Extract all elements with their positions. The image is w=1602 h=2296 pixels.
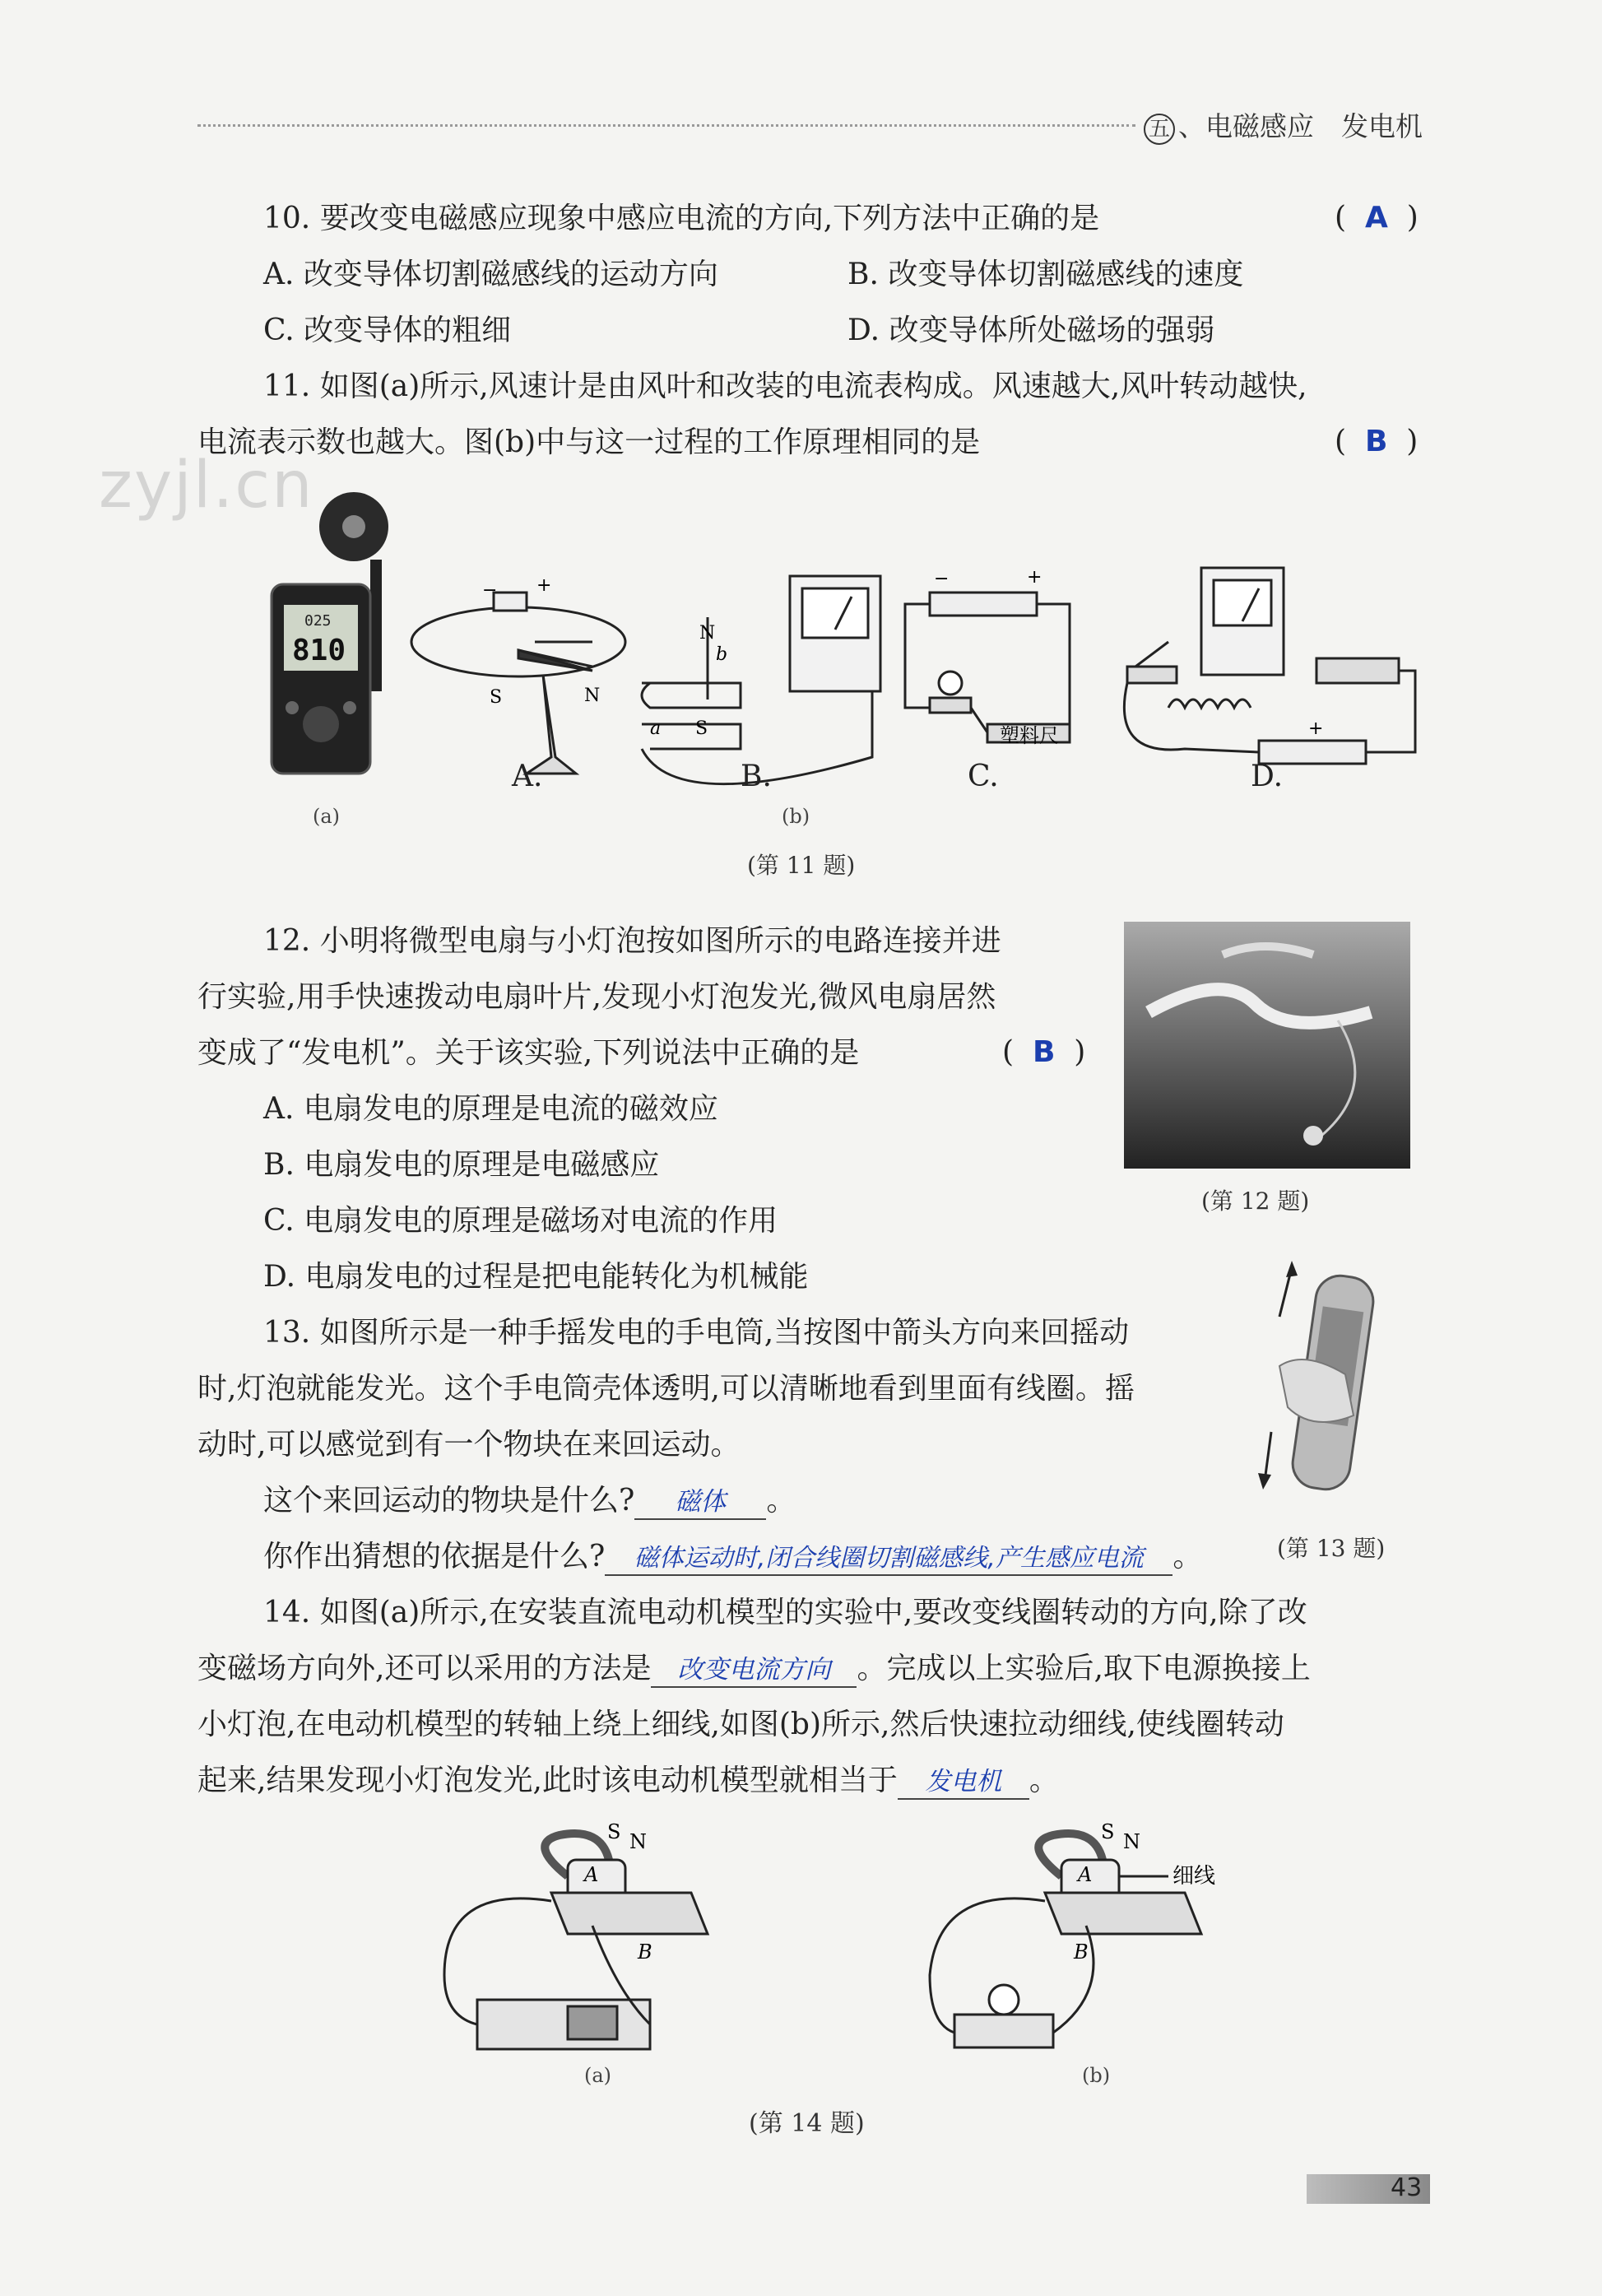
q13-line2: 时,灯泡就能发光。这个手电筒壳体透明,可以清晰地看到里面有线圈。摇 bbox=[197, 1372, 1135, 1406]
q11-a-minus: − bbox=[482, 580, 498, 601]
q12-answer: B bbox=[1032, 1035, 1056, 1069]
q12-option-c: C. 电扇发电的原理是磁场对电流的作用 bbox=[263, 1204, 778, 1238]
q13-q1-blank bbox=[634, 1483, 766, 1520]
q11-answer: B bbox=[1364, 425, 1388, 458]
q14-a-s: S bbox=[607, 1820, 621, 1843]
q12-line1: 12. 小明将微型电扇与小灯泡按如图所示的电路连接并进 bbox=[263, 924, 1001, 958]
q11-b-n: N bbox=[699, 623, 716, 644]
q14-blank1-answer: 改变电流方向 bbox=[677, 1655, 831, 1685]
q10-option-a: A. 改变导体切割磁感线的运动方向 bbox=[263, 258, 718, 291]
q14-line2-suffix: 。完成以上实验后,取下电源换接上 bbox=[857, 1652, 1311, 1685]
q13-q2-end: 。 bbox=[1172, 1540, 1203, 1573]
q10-option-d: D. 改变导体所处磁场的强弱 bbox=[847, 314, 1215, 347]
q14-figure bbox=[428, 1810, 1251, 2090]
wind-meter-image bbox=[272, 492, 388, 774]
q10-answer: A bbox=[1364, 201, 1388, 235]
q14-blank2 bbox=[898, 1763, 1029, 1800]
q12-option-a: A. 电扇发电的原理是电流的磁效应 bbox=[263, 1092, 718, 1126]
q13-q2-answer: 磁体运动时,闭合线圈切割磁感线,产生感应电流 bbox=[634, 1544, 1144, 1573]
q10-answer-paren: ( A ) bbox=[1335, 201, 1419, 235]
q12-caption: (第 12 题) bbox=[1201, 1188, 1310, 1215]
q11-b-conductor-a: a bbox=[650, 718, 662, 739]
q13-question2 bbox=[263, 1539, 1202, 1576]
q14-diagram-b bbox=[930, 1834, 1201, 2047]
q12-option-d: D. 电扇发电的过程是把电能转化为机械能 bbox=[263, 1260, 809, 1294]
q11-answer-paren: ( B ) bbox=[1335, 425, 1419, 458]
q12-line3: 变成了“发电机”。关于该实验,下列说法中正确的是 bbox=[197, 1036, 860, 1070]
q14-a-point-b: B bbox=[638, 1940, 652, 1964]
q14-line2-prefix: 变磁场方向外,还可以采用的方法是 bbox=[197, 1652, 652, 1685]
q14-line2 bbox=[197, 1651, 1311, 1688]
q11-diagram-b bbox=[642, 576, 880, 784]
q14-b-s: S bbox=[1101, 1820, 1115, 1843]
q13-photo bbox=[1255, 1259, 1403, 1506]
q14-label-a: (a) bbox=[584, 2064, 612, 2087]
q14-line4 bbox=[197, 1763, 1059, 1800]
q12-photo bbox=[1124, 922, 1410, 1169]
q14-blank2-answer: 发电机 bbox=[925, 1767, 1002, 1796]
q11-label-b: (b) bbox=[782, 805, 810, 828]
q13-q1-end: 。 bbox=[766, 1484, 796, 1517]
q11-a-s: S bbox=[490, 687, 503, 708]
q11-b-s: S bbox=[695, 718, 708, 739]
q11-c-plus: + bbox=[1027, 567, 1042, 588]
chapter-number-circle: 五 bbox=[1144, 114, 1175, 145]
q12-option-b: B. 电扇发电的原理是电磁感应 bbox=[263, 1148, 660, 1182]
q11-label-a: (a) bbox=[313, 805, 341, 828]
q11-b-conductor-b: b bbox=[716, 644, 728, 665]
q11-caption: (第 11 题) bbox=[747, 852, 856, 879]
q11-c-ruler-label: 塑料尺 bbox=[1000, 724, 1059, 747]
q13-q2-blank bbox=[605, 1539, 1172, 1576]
q13-line1: 13. 如图所示是一种手摇发电的手电筒,当按图中箭头方向来回摇动 bbox=[263, 1316, 1130, 1350]
q13-q1-answer: 磁体 bbox=[675, 1487, 727, 1517]
q14-diagram-a bbox=[444, 1834, 708, 2049]
q11-diagram-d bbox=[1124, 568, 1415, 764]
q14-a-point-a: A bbox=[584, 1863, 599, 1886]
q11-d-plus: + bbox=[1308, 718, 1324, 739]
q11-a-n: N bbox=[584, 686, 601, 706]
q11-fig-label-d: D. bbox=[1251, 760, 1284, 793]
page-number: 43 bbox=[1391, 2173, 1423, 2202]
q11-diagram-a bbox=[411, 593, 625, 774]
q14-line4-prefix: 起来,结果发现小灯泡发光,此时该电动机模型就相当于 bbox=[197, 1764, 898, 1797]
q14-line3: 小灯泡,在电动机模型的转轴上绕上细线,如图(b)所示,然后快速拉动细线,使线圈转动 bbox=[197, 1708, 1284, 1741]
q14-b-point-a: A bbox=[1078, 1863, 1093, 1886]
q14-line1: 14. 如图(a)所示,在安装直流电动机模型的实验中,要改变线圈转动的方向,除了改 bbox=[263, 1596, 1307, 1629]
q13-question1 bbox=[263, 1483, 796, 1520]
q10-stem: 10. 要改变电磁感应现象中感应电流的方向,下列方法中正确的是 bbox=[263, 202, 1100, 235]
header-rule bbox=[197, 124, 1135, 127]
q13-q1-prefix: 这个来回运动的物块是什么? bbox=[263, 1484, 635, 1517]
q11-fig-label-c: C. bbox=[968, 760, 999, 793]
q12-answer-paren: ( B ) bbox=[1002, 1035, 1086, 1069]
q11-fig-label-a: A. bbox=[512, 760, 543, 793]
meter-display-main: 810 bbox=[292, 634, 346, 667]
q13-q2-prefix: 你作出猜想的依据是什么? bbox=[263, 1540, 606, 1573]
meter-display-top: 025 bbox=[304, 612, 332, 630]
q11-line2: 电流表示数也越大。图(b)中与这一过程的工作原理相同的是 bbox=[197, 425, 981, 459]
q14-b-point-b: B bbox=[1074, 1940, 1089, 1964]
chapter-title: 、电磁感应 发电机 bbox=[1178, 110, 1423, 142]
q14-line4-end: 。 bbox=[1029, 1764, 1059, 1797]
chapter-header bbox=[1144, 105, 1423, 145]
q11-line1: 11. 如图(a)所示,风速计是由风叶和改装的电流表构成。风速越大,风叶转动越快, bbox=[263, 369, 1307, 403]
q10-option-b: B. 改变导体切割磁感线的速度 bbox=[847, 258, 1244, 291]
q11-c-minus: − bbox=[934, 569, 950, 589]
q11-fig-label-b: B. bbox=[741, 760, 772, 793]
q10-option-c: C. 改变导体的粗细 bbox=[263, 314, 512, 347]
q14-thread-label: 细线 bbox=[1172, 1864, 1216, 1889]
q14-caption: (第 14 题) bbox=[749, 2109, 865, 2138]
q11-diagram-c bbox=[905, 593, 1070, 742]
q14-label-b: (b) bbox=[1082, 2064, 1111, 2087]
q11-a-plus: + bbox=[536, 575, 552, 596]
q12-line2: 行实验,用手快速拨动电扇叶片,发现小灯泡发光,微风电扇居然 bbox=[197, 980, 996, 1014]
q14-b-n: N bbox=[1123, 1830, 1140, 1853]
watermark: zyjl.cn bbox=[99, 449, 314, 523]
q14-blank1 bbox=[651, 1651, 857, 1688]
q13-line3: 动时,可以感觉到有一个物块在来回运动。 bbox=[197, 1428, 741, 1462]
q14-a-n: N bbox=[629, 1830, 647, 1853]
q13-caption: (第 13 题) bbox=[1277, 1535, 1386, 1562]
